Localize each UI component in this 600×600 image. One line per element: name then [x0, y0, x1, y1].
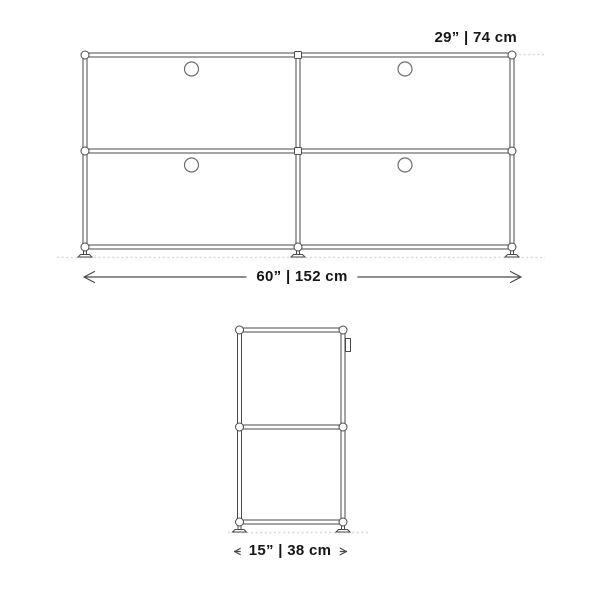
height-dimension-label: 29” | 74 cm: [434, 29, 517, 46]
width-dimension-label: 60” | 152 cm: [246, 268, 357, 286]
front-view-drawing: [57, 51, 545, 283]
knob-icon: [398, 62, 412, 76]
knob-icon: [185, 62, 199, 76]
side-view-drawing: [228, 326, 368, 557]
knob-icon: [398, 158, 412, 172]
door-edge-tab: [346, 339, 351, 352]
side-feet: [233, 526, 351, 533]
knob-icon: [185, 158, 199, 172]
front-feet: [78, 251, 519, 258]
side-frame-rails: [240, 328, 344, 524]
depth-dimension-label: 15” | 38 cm: [241, 542, 340, 560]
